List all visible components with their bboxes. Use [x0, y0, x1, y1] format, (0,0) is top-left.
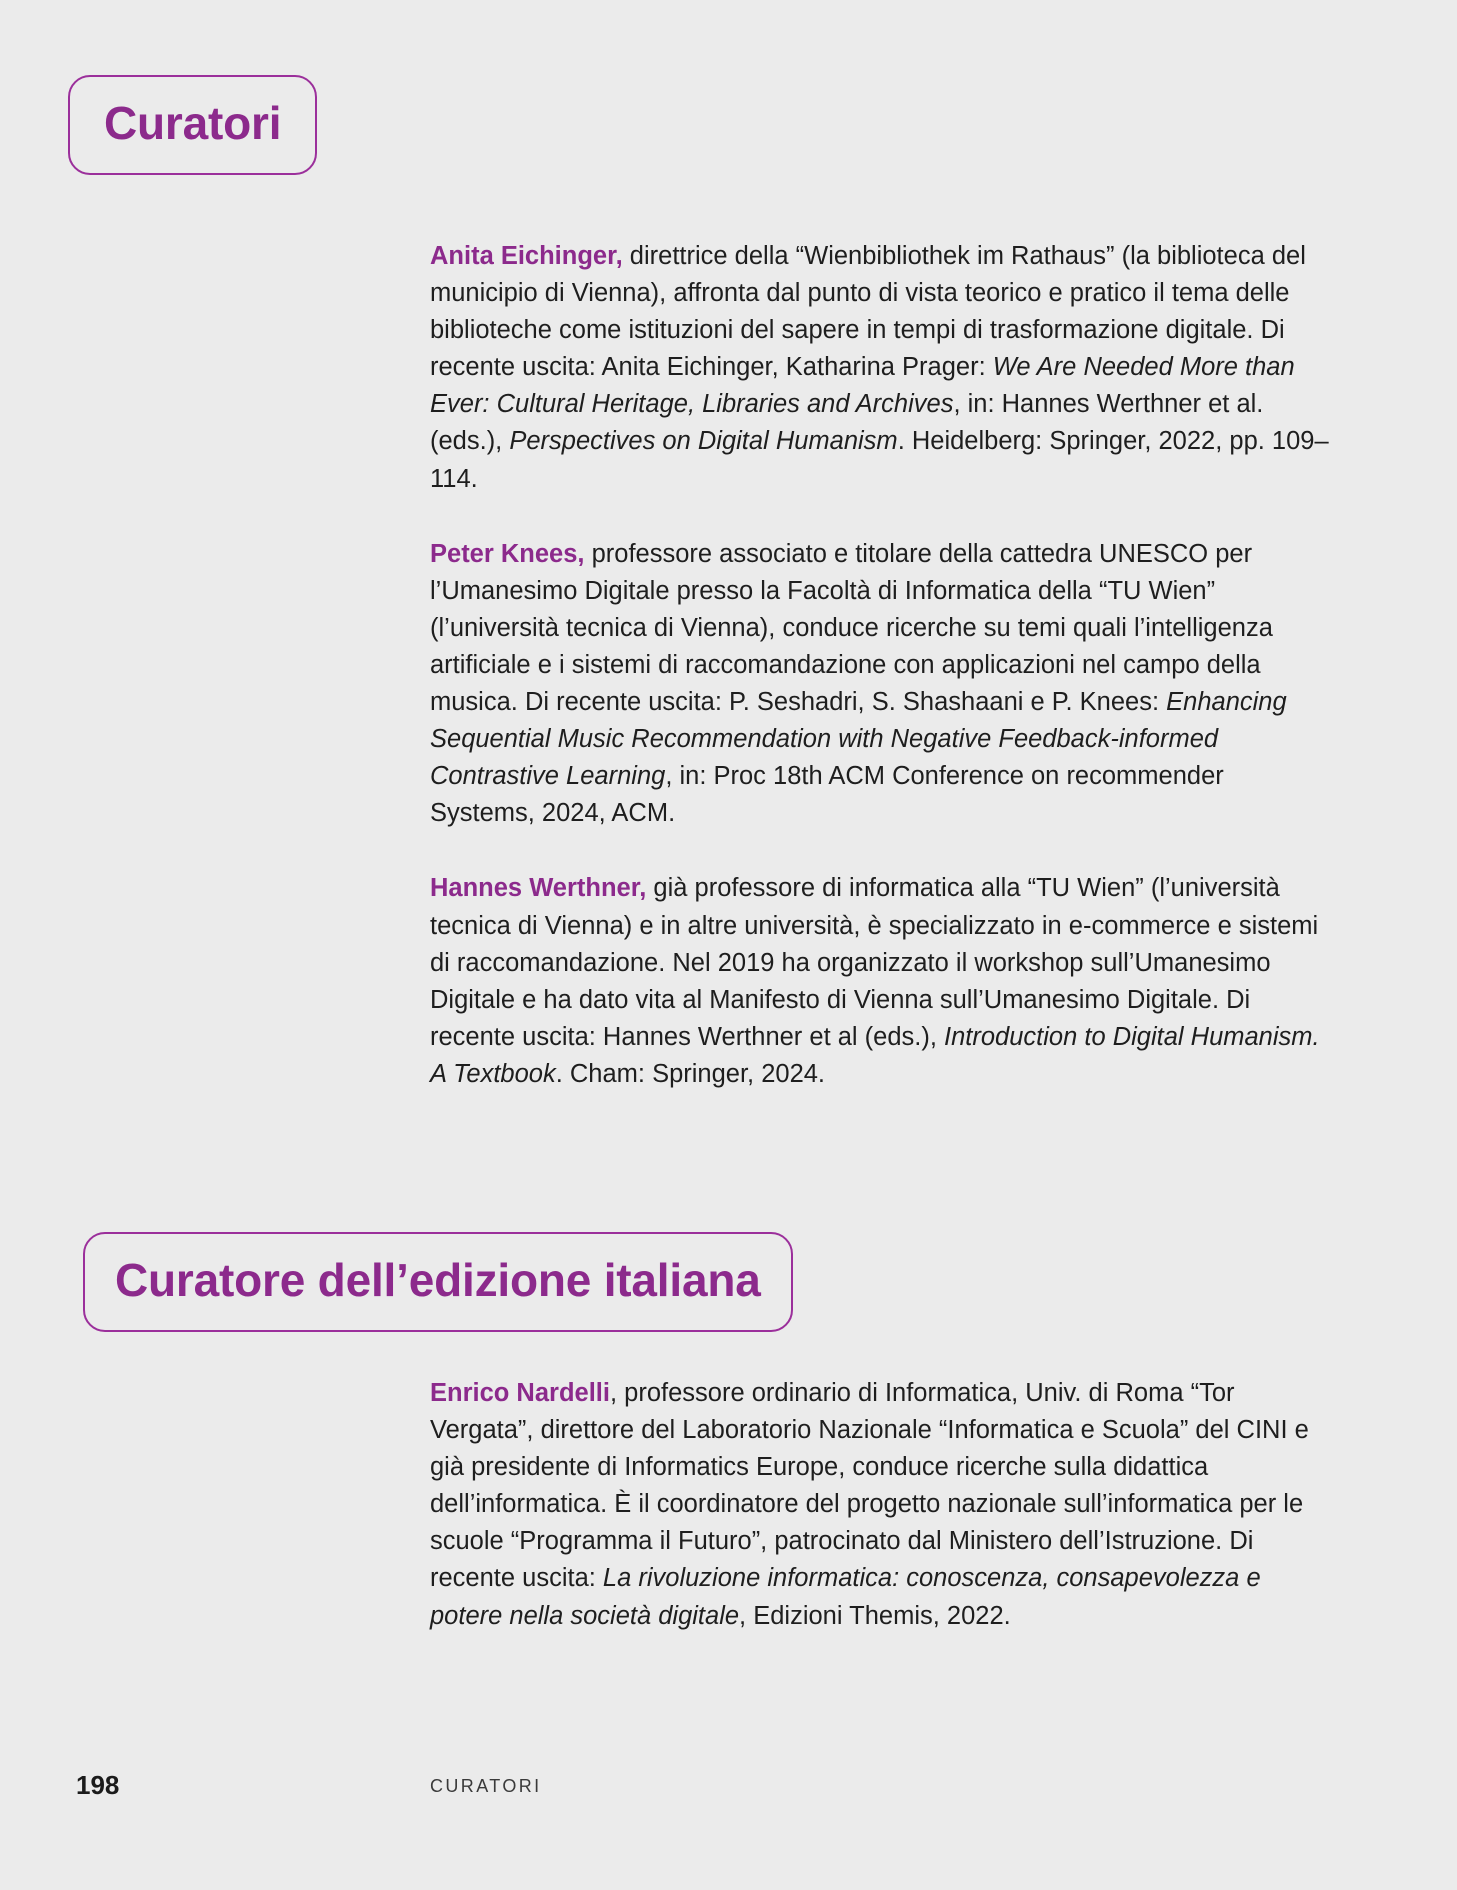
editor-bio-text-2: , in: Hannes Werthner et al. (eds.),	[430, 390, 1264, 456]
editor-bio-text: , professore ordinario di Informatica, Univ. di Roma “Tor Vergata”, direttore del Laboratorio Nazionale “Informatica e Scuola” del CINI e già presidente di Informatics Europe, conduce ricerche sulla didattica dell’informatica. È il coordinatore del progetto nazionale sull’informatica per le scuole “Programma il Futuro”, patrocinato dal Ministero dell’Istruzione. Di recente uscita:	[430, 1379, 1309, 1593]
page-number: 198	[76, 1770, 120, 1800]
editor-publication-title-2: Perspectives on Digital Humanism	[509, 427, 898, 456]
running-head: CURATORI	[430, 1776, 542, 1796]
editor-name: Peter Knees,	[430, 539, 585, 568]
editor-entry-peter-knees	[430, 536, 1330, 833]
editor-bio-text-3: . Heidelberg: Springer, 2022, pp. 109–114.	[430, 427, 1329, 493]
editor-publication-title: We Are Needed More than Ever: Cultural Heritage, Libraries and Archives	[430, 353, 1295, 419]
editor-bio-text: professore associato e titolare della cattedra UNESCO per l’Umanesimo Digitale presso la Facoltà di Informatica della “TU Wien” (l’università tecnica di Vienna), conduce ricerche su temi quali l’intelligenza artificiale e i sistemi di raccomandazione con applicazioni nel campo della musica. Di recente uscita: P. Seshadri, S. Shashaani e P. Knees:	[430, 539, 1273, 717]
editor-bio-text: già professore di informatica alla “TU Wien” (l’università tecnica di Vienna) e in altre università, è specializzato in e-commerce e sistemi di raccomandazione. Nel 2019 ha organizzato il workshop sull’Umanesimo Digitale e ha dato vita al Manifesto di Vienna sull’Umanesimo Digitale. Di recente uscita: Hannes Werthner et al (eds.),	[430, 874, 1319, 1051]
editor-bio-text-2: , in: Proc 18th ACM Conference on recommender Systems, 2024, ACM.	[430, 762, 1224, 828]
editor-name: Anita Eichinger,	[430, 242, 623, 270]
editor-name: Enrico Nardelli	[430, 1379, 610, 1407]
editor-publication-title: La rivoluzione informatica: conoscenza, consapevolezza e potere nella società digitale	[430, 1564, 1261, 1630]
editor-publication-title: Enhancing Sequential Music Recommendation with Negative Feedback-informed Contrastive Learning	[430, 688, 1287, 791]
editor-publication-title: Introduction to Digital Humanism. A Textbook	[430, 1022, 1320, 1088]
section-heading-curatore-edizione-italiana: Curatore dell’edizione italiana	[83, 1232, 793, 1332]
page-footer	[0, 1770, 1457, 1810]
section-heading-curatori: Curatori	[68, 75, 317, 175]
italian-editor-text-column	[430, 1375, 1330, 1635]
editor-entry-anita-eichinger	[430, 238, 1330, 498]
editor-entry-enrico-nardelli	[430, 1375, 1330, 1635]
editors-text-column	[430, 238, 1330, 1093]
editor-entry-hannes-werthner	[430, 870, 1330, 1093]
editor-bio-text: direttrice della “Wienbibliothek im Rathaus” (la biblioteca del municipio di Vienna), affronta dal punto di vista teorico e pratico il tema delle biblioteche come istituzioni del sapere in tempi di trasformazione digitale. Di recente uscita: Anita Eichinger, Katharina Prager:	[430, 242, 1306, 382]
editor-bio-text-2: . Cham: Springer, 2024.	[555, 1059, 826, 1088]
editor-name: Hannes Werthner,	[430, 874, 647, 903]
editor-bio-text-2: , Edizioni Themis, 2022.	[739, 1601, 1011, 1630]
